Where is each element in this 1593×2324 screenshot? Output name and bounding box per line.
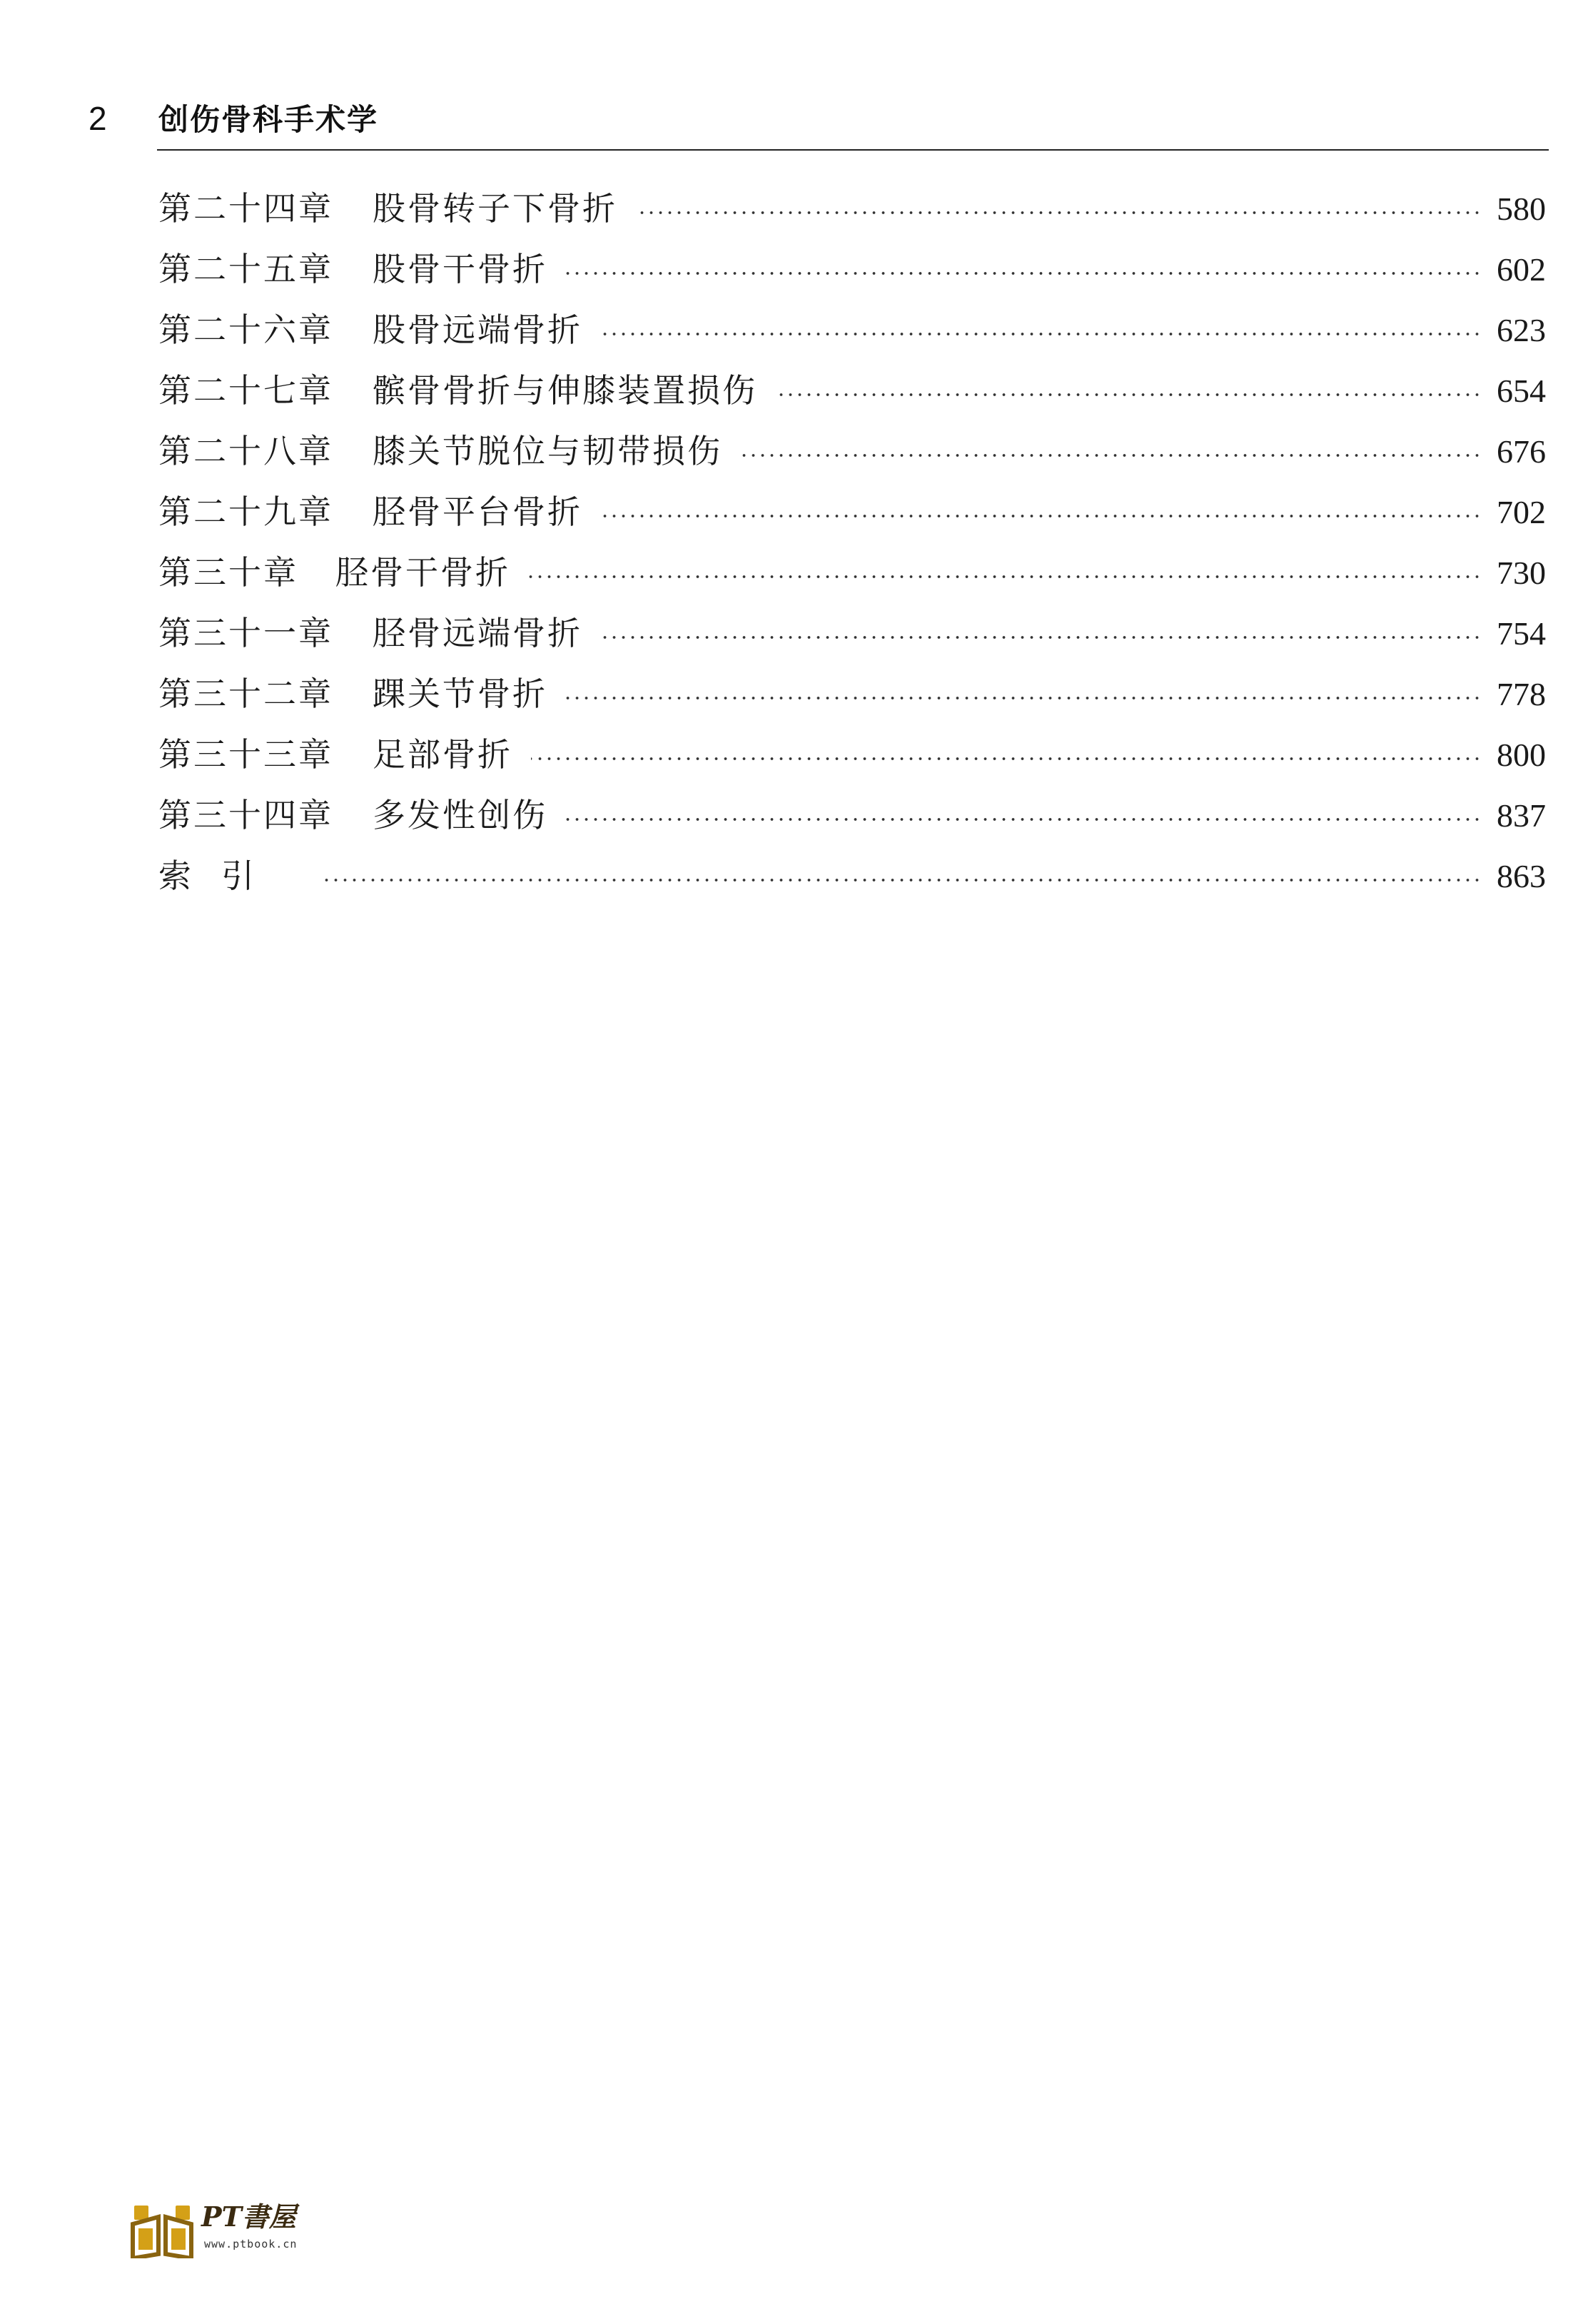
dot-leader — [776, 390, 1482, 399]
toc-page-number: 702 — [1497, 494, 1546, 530]
open-book-icon — [130, 2203, 194, 2258]
toc-title: 足部骨折 — [373, 735, 512, 774]
watermark-brand: PT書屋 — [201, 2201, 296, 2233]
toc-page-number: 863 — [1497, 858, 1546, 894]
toc-title: 胫骨远端骨折 — [373, 614, 582, 652]
toc-title: 股骨转子下骨折 — [373, 189, 617, 228]
toc-chapter-label: 索引 — [158, 857, 284, 895]
toc-page-number: 778 — [1497, 676, 1546, 712]
toc-chapter-label: 第二十四章 — [158, 189, 333, 228]
toc-chapter-label: 第三十一章 — [158, 614, 333, 652]
toc-chapter-label: 第三十三章 — [158, 735, 333, 774]
toc-page-number: 602 — [1497, 251, 1546, 288]
toc-title: 踝关节骨折 — [373, 675, 547, 713]
dot-leader — [636, 208, 1482, 217]
toc-entry[interactable] — [158, 724, 1546, 785]
toc-chapter-label: 第三十四章 — [158, 796, 333, 834]
toc-title: 股骨干骨折 — [373, 250, 547, 288]
page-header — [0, 0, 1593, 150]
page-number: 2 — [88, 100, 107, 137]
dot-leader — [566, 269, 1482, 278]
watermark-url: www.ptbook.cn — [204, 2238, 298, 2250]
toc-entry[interactable] — [158, 482, 1546, 542]
dot-leader — [529, 572, 1482, 581]
toc-chapter-label: 第三十章 — [158, 553, 298, 592]
toc-page-number: 754 — [1497, 615, 1546, 652]
watermark-logo — [130, 2200, 330, 2264]
dot-leader — [566, 815, 1482, 824]
toc-entry[interactable] — [158, 239, 1546, 300]
toc-entry[interactable] — [158, 300, 1546, 360]
toc-page-number: 676 — [1497, 433, 1546, 470]
dot-leader — [531, 754, 1482, 763]
toc-entry[interactable] — [158, 603, 1546, 664]
toc-chapter-label: 第二十七章 — [158, 371, 333, 410]
toc-title: 多发性创伤 — [373, 796, 547, 834]
toc-entry[interactable] — [158, 178, 1546, 239]
dot-leader — [320, 876, 1482, 884]
toc-chapter-label: 第二十九章 — [158, 492, 333, 531]
toc-entry[interactable] — [158, 664, 1546, 724]
toc-page-number: 837 — [1497, 797, 1546, 834]
toc-entry-index[interactable] — [158, 846, 1546, 906]
toc-chapter-label: 第二十八章 — [158, 432, 333, 470]
toc-page-number: 800 — [1497, 737, 1546, 773]
toc-entry[interactable] — [158, 360, 1546, 421]
toc-chapter-label: 第二十六章 — [158, 310, 333, 349]
running-title: 创伤骨科手术学 — [158, 102, 379, 137]
toc-title: 胫骨平台骨折 — [373, 492, 582, 531]
toc-entry[interactable] — [158, 785, 1546, 846]
toc-page-number: 623 — [1497, 312, 1546, 348]
dot-leader — [601, 633, 1482, 642]
toc-entry[interactable] — [158, 542, 1546, 603]
toc-title: 股骨远端骨折 — [373, 310, 582, 349]
toc-chapter-label: 第二十五章 — [158, 250, 333, 288]
dot-leader — [566, 694, 1482, 702]
toc-page-number: 580 — [1497, 191, 1546, 227]
header-rule — [157, 149, 1549, 151]
toc-chapter-label: 第三十二章 — [158, 675, 333, 713]
dot-leader — [601, 512, 1482, 520]
toc-page-number: 654 — [1497, 373, 1546, 409]
dot-leader — [741, 451, 1482, 460]
toc-page-number: 730 — [1497, 555, 1546, 591]
toc-title: 胫骨干骨折 — [335, 553, 510, 592]
dot-leader — [601, 330, 1482, 338]
toc-title: 膝关节脱位与韧带损伤 — [373, 432, 722, 470]
toc-entry[interactable] — [158, 421, 1546, 482]
table-of-contents — [158, 178, 1546, 906]
toc-title: 髌骨骨折与伸膝装置损伤 — [373, 371, 757, 410]
